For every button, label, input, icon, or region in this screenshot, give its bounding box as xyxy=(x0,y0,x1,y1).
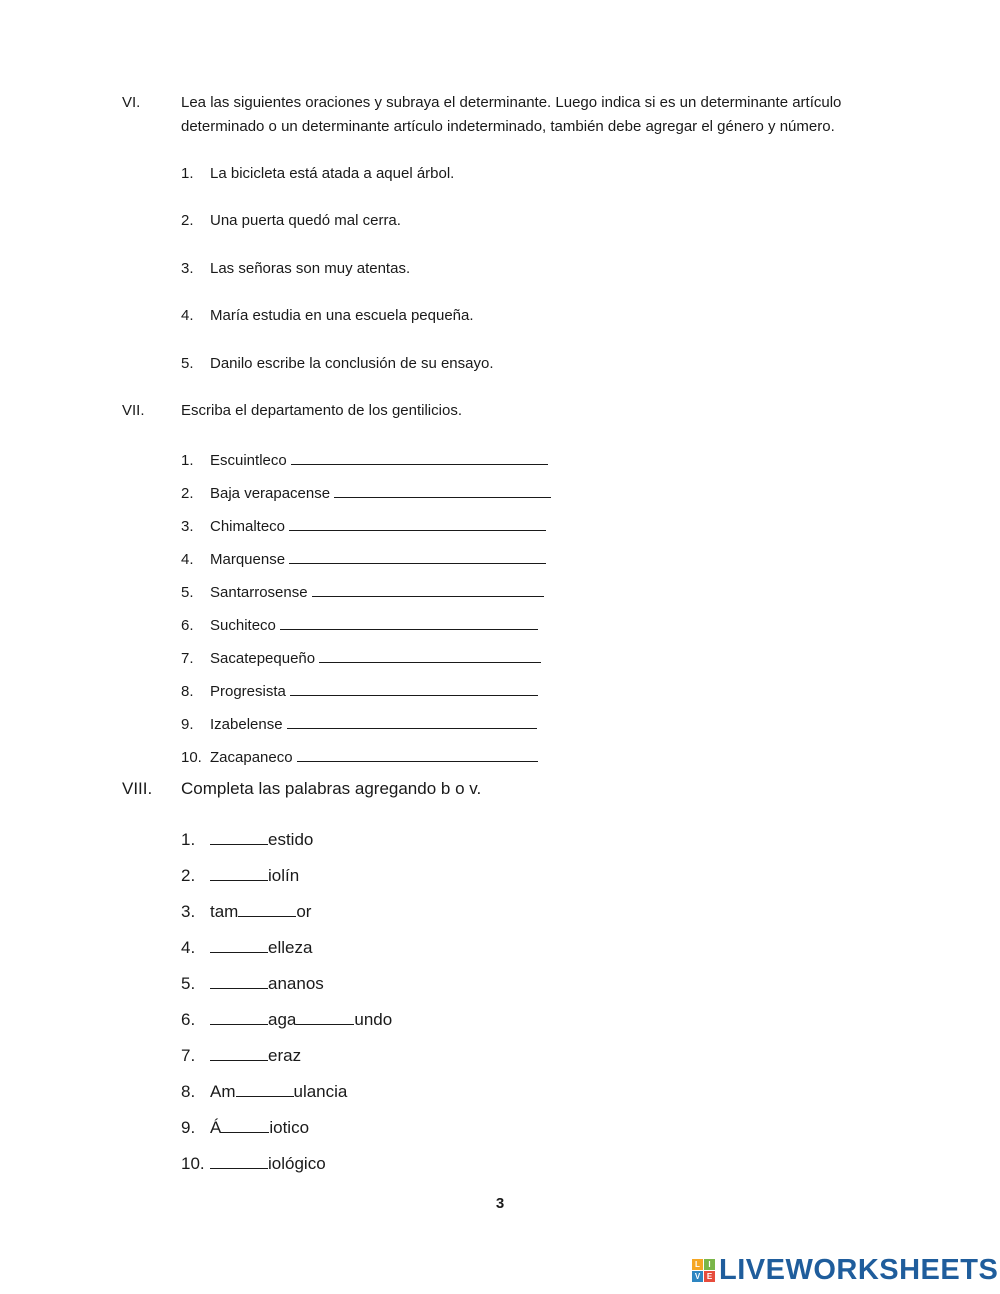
answer-blank[interactable] xyxy=(312,582,544,597)
gentilicio-item xyxy=(181,714,537,733)
gentilicio-text: Zacapaneco xyxy=(210,749,293,766)
sentence-item xyxy=(181,307,474,324)
word-item xyxy=(181,974,324,994)
sentence-item xyxy=(181,355,494,372)
word-part: ananos xyxy=(268,974,324,993)
gentilicio-item xyxy=(181,747,538,766)
item-number: 10. xyxy=(181,749,202,766)
gentilicio-text: Marquense xyxy=(210,551,286,568)
gentilicio-item xyxy=(181,681,538,700)
section-7-instructions: Escriba el departamento de los gentilicios. xyxy=(181,402,462,419)
logo-icon xyxy=(692,1259,715,1282)
item-number: 3. xyxy=(181,902,196,921)
sentence-item xyxy=(181,260,410,277)
letter-blank[interactable] xyxy=(210,1046,268,1061)
section-8-instructions: Completa las palabras agregando b o v. xyxy=(181,779,482,798)
logo-text: LIVEWORKSHEETS xyxy=(719,1254,999,1286)
word-item xyxy=(181,938,312,958)
word-part: iotico xyxy=(269,1118,310,1137)
logo-tile: I xyxy=(704,1259,715,1270)
logo-tile: E xyxy=(704,1271,715,1282)
gentilicio-item xyxy=(181,648,541,667)
letter-blank[interactable] xyxy=(296,1010,354,1025)
item-number: 8. xyxy=(181,1082,196,1101)
item-number: 3. xyxy=(181,260,194,277)
item-number: 8. xyxy=(181,683,194,700)
gentilicio-item xyxy=(181,450,548,469)
gentilicio-text: Baja verapacense xyxy=(210,485,331,502)
item-number: 6. xyxy=(181,617,194,634)
word-item xyxy=(181,1118,309,1138)
word-part: estido xyxy=(268,830,314,849)
answer-blank[interactable] xyxy=(280,615,538,630)
page-number: 3 xyxy=(495,1195,505,1212)
gentilicio-item xyxy=(181,516,546,535)
sentence-text: Una puerta quedó mal cerra. xyxy=(210,212,401,229)
logo-tile: L xyxy=(692,1259,703,1270)
word-part: tam xyxy=(210,902,239,921)
sentence-text: Las señoras son muy atentas. xyxy=(210,260,411,277)
word-part: Á xyxy=(210,1118,222,1137)
word-part: iolín xyxy=(268,866,300,885)
letter-blank[interactable] xyxy=(238,902,296,917)
item-number: 6. xyxy=(181,1010,196,1029)
sentence-item xyxy=(181,165,454,182)
item-number: 5. xyxy=(181,584,194,601)
item-number: 5. xyxy=(181,355,194,372)
word-part: aga xyxy=(268,1010,297,1029)
answer-blank[interactable] xyxy=(334,483,551,498)
logo-tile: V xyxy=(692,1271,703,1282)
word-part: iológico xyxy=(268,1154,326,1173)
sentence-text: Danilo escribe la conclusión de su ensayo. xyxy=(210,355,494,372)
item-number: 5. xyxy=(181,974,196,993)
sentence-text: La bicicleta está atada a aquel árbol. xyxy=(210,165,455,182)
gentilicio-text: Chimalteco xyxy=(210,518,286,535)
letter-blank[interactable] xyxy=(210,866,268,881)
answer-blank[interactable] xyxy=(289,549,546,564)
word-item xyxy=(181,830,313,850)
letter-blank[interactable] xyxy=(210,974,268,989)
word-part: Am xyxy=(210,1082,236,1101)
word-item xyxy=(181,1046,301,1066)
word-item xyxy=(181,902,311,922)
liveworksheets-logo[interactable] xyxy=(692,1254,998,1287)
section-6-instructions xyxy=(181,91,921,139)
gentilicio-item xyxy=(181,582,544,601)
item-number: 1. xyxy=(181,452,194,469)
item-number: 4. xyxy=(181,307,194,324)
gentilicio-text: Escuintleco xyxy=(210,452,287,469)
word-part: elleza xyxy=(268,938,313,957)
item-number: 9. xyxy=(181,1118,196,1137)
gentilicio-item xyxy=(181,549,546,568)
gentilicio-text: Sacatepequeño xyxy=(210,650,316,667)
item-number: 4. xyxy=(181,551,194,568)
item-number: 2. xyxy=(181,212,194,229)
item-number: 1. xyxy=(181,165,194,182)
letter-blank[interactable] xyxy=(210,1010,268,1025)
section-6-line-2: determinado o un determinante artículo indeterminado, también debe agregar el género y número. xyxy=(181,118,835,135)
section-6-number: VI. xyxy=(122,94,141,111)
gentilicio-item xyxy=(181,615,538,634)
sentence-text: María estudia en una escuela pequeña. xyxy=(210,307,474,324)
word-part: undo xyxy=(354,1010,393,1029)
gentilicio-text: Santarrosense xyxy=(210,584,308,601)
answer-blank[interactable] xyxy=(319,648,541,663)
item-number: 1. xyxy=(181,830,196,849)
gentilicio-text: Suchiteco xyxy=(210,617,276,634)
word-item xyxy=(181,1010,392,1030)
answer-blank[interactable] xyxy=(289,516,546,531)
gentilicio-text: Progresista xyxy=(210,683,286,700)
item-number: 3. xyxy=(181,518,194,535)
item-number: 9. xyxy=(181,716,194,733)
gentilicio-text: Izabelense xyxy=(210,716,283,733)
answer-blank[interactable] xyxy=(287,714,537,729)
letter-blank[interactable] xyxy=(236,1082,294,1097)
word-item xyxy=(181,1154,326,1174)
letter-blank[interactable] xyxy=(210,830,268,845)
letter-blank[interactable] xyxy=(221,1118,269,1133)
section-7-number: VII. xyxy=(122,402,145,419)
word-item xyxy=(181,866,299,886)
word-part: eraz xyxy=(268,1046,302,1065)
answer-blank[interactable] xyxy=(291,450,548,465)
section-8-number: VIII. xyxy=(122,779,153,798)
answer-blank[interactable] xyxy=(290,681,538,696)
word-part: ulancia xyxy=(293,1082,348,1101)
letter-blank[interactable] xyxy=(210,1154,268,1169)
item-number: 10. xyxy=(181,1154,205,1173)
word-item xyxy=(181,1082,347,1102)
item-number: 2. xyxy=(181,866,196,885)
answer-blank[interactable] xyxy=(297,747,538,762)
item-number: 7. xyxy=(181,1046,196,1065)
item-number: 2. xyxy=(181,485,194,502)
word-part: or xyxy=(296,902,312,921)
section-6-line-1: Lea las siguientes oraciones y subraya el determinante. Luego indica si es un determinante artículo xyxy=(181,94,842,111)
letter-blank[interactable] xyxy=(210,938,268,953)
item-number: 4. xyxy=(181,938,196,957)
gentilicio-item xyxy=(181,483,551,502)
sentence-item xyxy=(181,212,401,229)
item-number: 7. xyxy=(181,650,194,667)
